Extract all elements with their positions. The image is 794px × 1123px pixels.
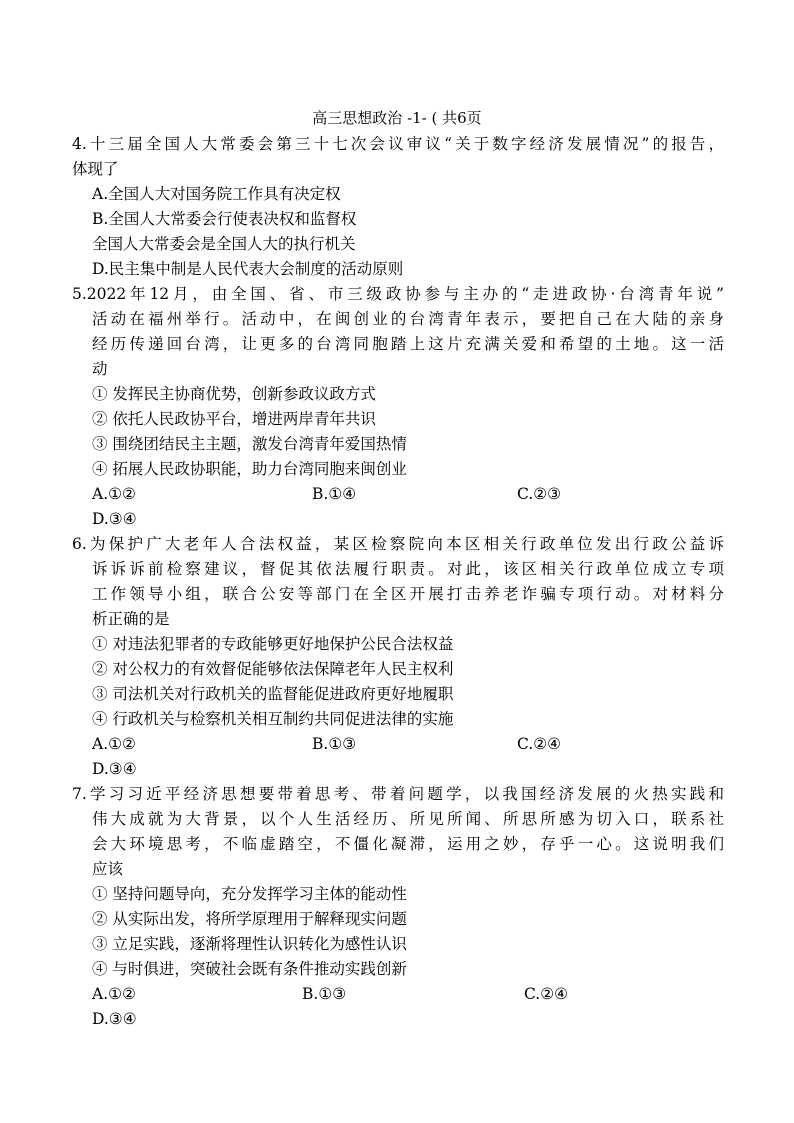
answer-option-a: A.①② xyxy=(92,485,136,503)
statement-1: ① 坚持问题导向，充分发挥学习主体的能动性 xyxy=(92,885,407,903)
statement-4: ④ 行政机关与检察机关相互制约共同促进法律的实施 xyxy=(92,710,454,728)
answer-option-c: C.②③ xyxy=(517,485,562,503)
question-stem-line: 7.学习习近平经济思想要带着思考、带着问题学，以我国经济发展的火热实践和 xyxy=(72,785,724,803)
answer-option-c: C.②④ xyxy=(524,985,569,1003)
statement-2: ② 依托人民政协平台，增进两岸青年共识 xyxy=(92,410,376,428)
statement-3: ③ 围绕团结民主主题，激发台湾青年爱国热情 xyxy=(92,435,407,453)
question-stem-line: 应该 xyxy=(92,860,124,878)
question-stem-line: 6.为保护广大老年人合法权益，某区检察院向本区相关行政单位发出行政公益诉 xyxy=(72,535,724,553)
question-7 xyxy=(72,782,724,1032)
question-4 xyxy=(72,132,724,282)
answer-choice-b: B.全国人大常委会行使表决权和监督权 xyxy=(92,210,357,228)
statement-4: ④ 拓展人民政协职能，助力台湾同胞来闽创业 xyxy=(92,460,407,478)
question-list xyxy=(72,132,724,1032)
question-stem-line: 工作领导小组，联合公安等部门在全区开展打击养老诈骗专项行动。对材料分 xyxy=(92,585,724,603)
page-header: 高三思想政治 -1- ( 共6页 xyxy=(312,109,482,127)
question-stem-line: 经历传递回台湾，让更多的台湾同胞踏上这片充满关爱和希望的土地。这一活 xyxy=(92,335,724,353)
question-stem-line: 动 xyxy=(92,360,108,378)
statement-2: ② 从实际出发，将所学原理用于解释现实问题 xyxy=(92,910,407,928)
answer-option-a: A.①② xyxy=(92,735,136,753)
question-5 xyxy=(72,282,724,532)
statement-3: ③ 立足实践，逐渐将理性认识转化为感性认识 xyxy=(92,935,407,953)
answer-option-c: C.②④ xyxy=(517,735,562,753)
statement-1: ① 对违法犯罪者的专政能够更好地保护公民合法权益 xyxy=(92,635,454,653)
statement-4: ④ 与时俱进，突破社会既有条件推动实践创新 xyxy=(92,960,407,978)
answer-option-a: A.①② xyxy=(92,985,136,1003)
question-stem-line: 体现了 xyxy=(72,160,119,178)
question-stem-line: 诉诉诉前检察建议，督促其依法履行职责。对此，该区相关行政单位成立专项 xyxy=(92,560,724,578)
answer-options-row xyxy=(72,732,724,757)
answer-option-b: B.①③ xyxy=(302,985,347,1003)
statement-2: ② 对公权力的有效督促能够依法保障老年人民主权利 xyxy=(92,660,454,678)
answer-option-d: D.③④ xyxy=(92,1010,137,1028)
answer-option-d: D.③④ xyxy=(92,510,137,528)
answer-option-d: D.③④ xyxy=(92,760,137,778)
statement-3: ③ 司法机关对行政机关的监督能促进政府更好地履职 xyxy=(92,685,454,703)
answer-option-b: B.①④ xyxy=(312,485,357,503)
question-stem-line: 析正确的是 xyxy=(92,610,170,628)
answer-choice-d: D.民主集中制是人民代表大会制度的活动原则 xyxy=(92,260,404,278)
answer-choice-c: 全国人大常委会是全国人大的执行机关 xyxy=(92,235,356,253)
answer-options-row xyxy=(72,482,724,507)
answer-option-b: B.①③ xyxy=(312,735,357,753)
question-stem-line: 5.2022年12月，由全国、省、市三级政协参与主办的“走进政协·台湾青年说” xyxy=(72,285,724,303)
question-stem-line: 4.十三届全国人大常委会第三十七次会议审议“关于数字经济发展情况”的报告， xyxy=(72,135,724,153)
question-stem-line: 伟大成就为大背景，以个人生活经历、所见所闻、所思所感为切入口，联系社 xyxy=(92,810,724,828)
question-6 xyxy=(72,532,724,782)
answer-choice-a: A.全国人大对国务院工作具有决定权 xyxy=(92,185,341,203)
question-stem-line: 活动在福州举行。活动中，在闽创业的台湾青年表示，要把自己在大陆的亲身 xyxy=(92,310,724,328)
answer-options-row xyxy=(72,982,724,1007)
statement-1: ① 发挥民主协商优势，创新参政议政方式 xyxy=(92,385,376,403)
question-stem-line: 会大环境思考，不临虚踏空，不僵化凝滞，运用之妙，存乎一心。这说明我们 xyxy=(92,835,724,853)
